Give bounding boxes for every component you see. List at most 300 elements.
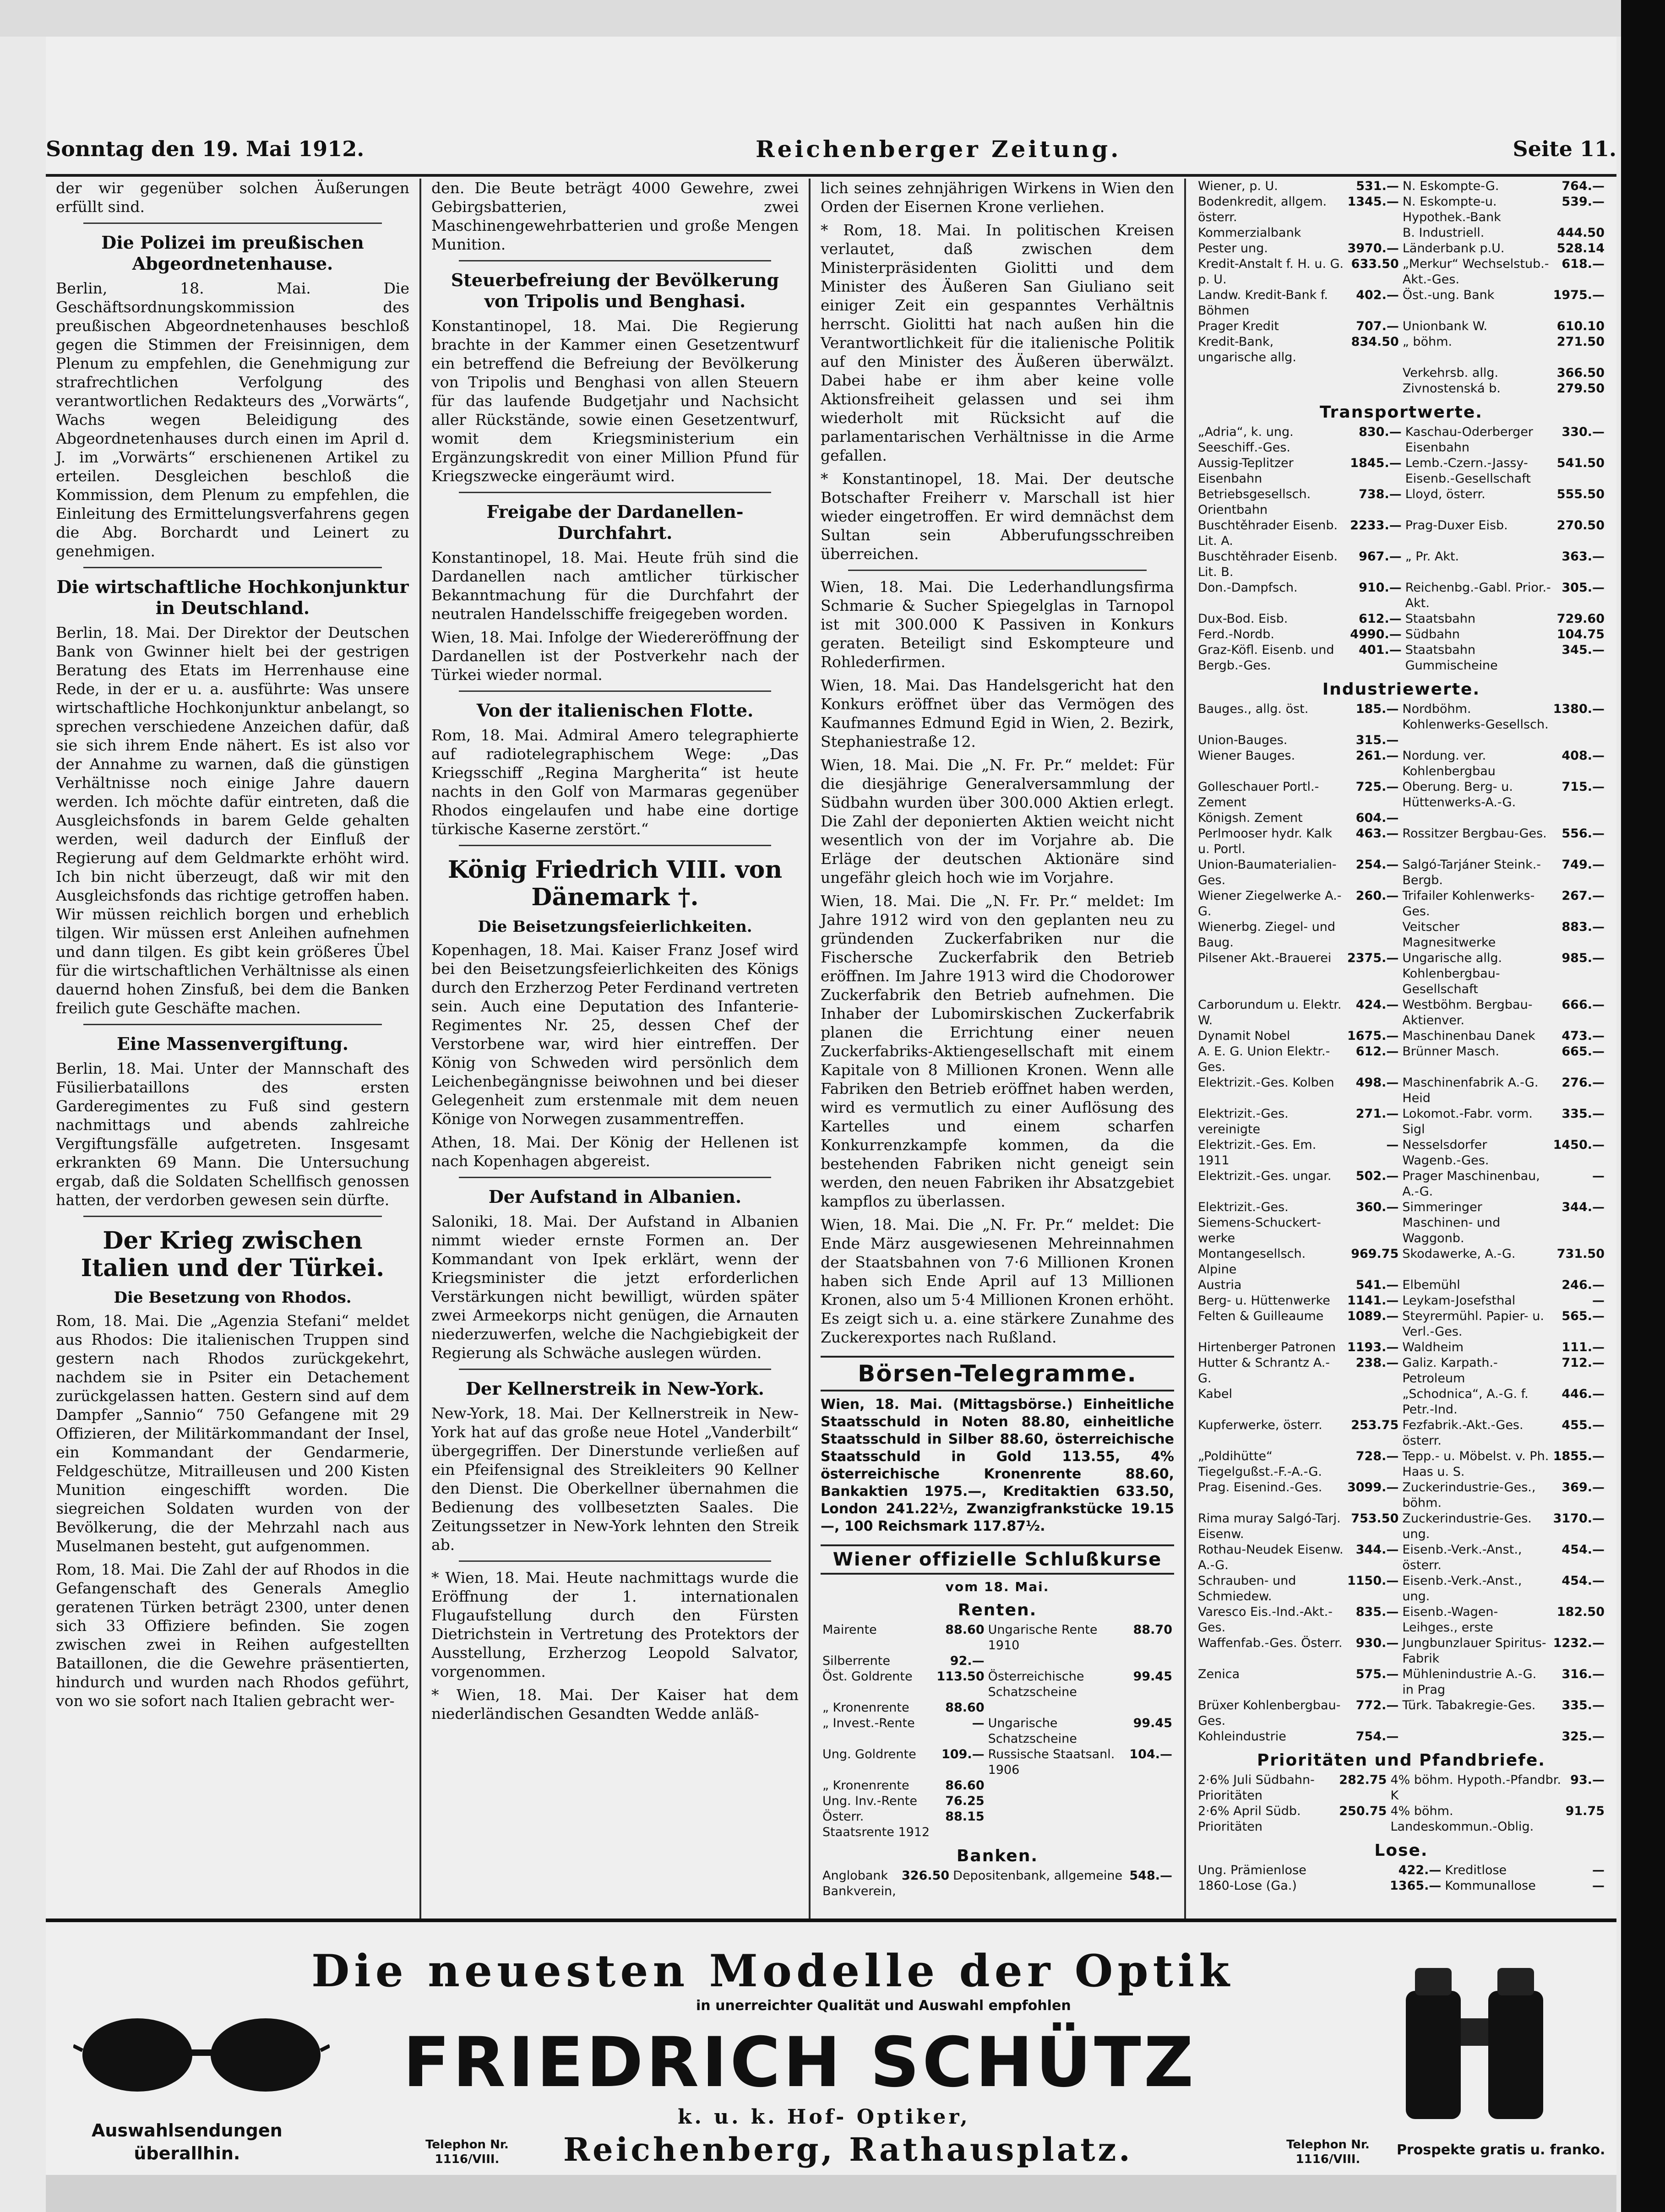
quote-value: 109.— [941, 1747, 985, 1761]
quote-value: 444.50 [1556, 226, 1605, 240]
quote-row [1196, 733, 1606, 748]
quote-value: 344.— [1562, 1200, 1605, 1214]
banks-heading: Banken. [956, 1847, 1039, 1865]
quote-row [1196, 1200, 1606, 1246]
divider [459, 1560, 771, 1562]
quote-name: Elektrizit.-Ges. vereinigte [1198, 1107, 1289, 1136]
lots-table [1196, 1863, 1606, 1894]
quote-row [1196, 701, 1606, 733]
quote-value: 271.50 [1556, 335, 1605, 349]
quote-name: Nordung. ver. Kohlenbergbau [1402, 749, 1496, 778]
column-3 [811, 179, 1186, 1919]
continuation-text: den. Die Beute beträgt 4000 Gewehre, zwei Gebirgsbatterien, zwei Maschinengewehrbatterien und große Mengen Munition. [431, 179, 799, 253]
quote-value: 335.— [1562, 1107, 1605, 1121]
quote-name: Lloyd, österr. [1405, 487, 1485, 501]
quote-value: 4990.— [1350, 627, 1402, 641]
quote-name: Salgó-Tarjáner Steink.-Bergb. [1402, 858, 1541, 887]
quote-value: 260.— [1355, 889, 1399, 903]
quote-value: 254.— [1355, 858, 1399, 872]
ad-left-line-1: Auswahlsendungen [92, 2120, 283, 2141]
quote-value: 633.50 [1351, 257, 1399, 271]
quote-value: 1089.— [1347, 1309, 1399, 1323]
quote-name: Ung. Inv.-Rente [822, 1794, 917, 1808]
quote-value: 1855.— [1553, 1449, 1605, 1463]
quote-value: 93.— [1570, 1773, 1605, 1787]
quote-value: 246.— [1562, 1278, 1605, 1292]
quote-name [986, 1809, 1128, 1840]
quote-value: 88.15 [945, 1810, 985, 1824]
quote-name: Skodawerke, A.-G. [1402, 1247, 1516, 1261]
quote-row [1196, 225, 1606, 241]
quote-row [1196, 951, 1606, 997]
quote-value: 666.— [1562, 998, 1605, 1012]
stock-telegrams-title: Börsen-Telegramme. [821, 1356, 1174, 1391]
quote-value: 261.— [1355, 749, 1399, 763]
quote-value: 99.45 [1133, 1669, 1172, 1684]
quote-value: 271.— [1355, 1107, 1399, 1121]
scan-top-margin [0, 0, 1665, 37]
quote-value: 2233.— [1350, 518, 1402, 533]
quote-value: 2375.— [1347, 951, 1399, 965]
quote-name: „ Kronenrente [822, 1778, 909, 1793]
quote-name: Elektrizit.-Ges. ungar. [1198, 1169, 1332, 1183]
quote-name: Betriebsgesellsch. Orientbahn [1198, 487, 1311, 517]
quote-name [986, 1794, 1128, 1809]
quote-value: 1150.— [1347, 1574, 1399, 1588]
quote-row [821, 1653, 1174, 1669]
quote-row [1196, 919, 1606, 951]
quote-value: 834.50 [1351, 335, 1399, 349]
page-number: Seite 11. [1513, 136, 1616, 161]
quote-value: 729.60 [1556, 612, 1605, 626]
transport-heading: Transportwerte. [1320, 403, 1483, 422]
quote-name: Westböhm. Bergbau-Aktienver. [1402, 998, 1533, 1027]
quote-name: Königsh. Zement [1198, 811, 1303, 825]
quote-value: 1380.— [1553, 702, 1605, 716]
quote-name: Fezfabrik.-Akt.-Ges. österr. [1402, 1418, 1524, 1448]
quote-value: 363.— [1562, 549, 1605, 564]
quote-name: Ung. Goldrente [822, 1747, 916, 1761]
news-item: Wien, 18. Mai. Das Handelsgericht hat den Konkurs eröffnet über das Vermögen des Kaufmannes Edmund Egid in Wien, 2. Bezirk, Stephaniestraße 12. [821, 676, 1174, 750]
quote-value: 238.— [1355, 1356, 1399, 1370]
quote-value: 253.75 [1351, 1418, 1399, 1432]
quote-name: Südbahn [1405, 627, 1460, 641]
quote-row [1196, 1106, 1606, 1137]
quote-row [1196, 1698, 1606, 1729]
quote-name: Montangesellsch. Alpine [1198, 1247, 1306, 1277]
quote-name: Golleschauer Portl.-Zement [1198, 780, 1319, 810]
quote-name: Kommunallose [1445, 1879, 1536, 1893]
quote-value: 408.— [1562, 749, 1605, 763]
ad-telephone-left: Telephon Nr. 1116/VIII. [425, 2138, 509, 2166]
quote-row [1196, 179, 1606, 194]
quote-row [1196, 1169, 1606, 1200]
quote-row [1196, 1137, 1606, 1169]
quote-value: 104.75 [1556, 627, 1605, 641]
quote-name: Berg- u. Hüttenwerke [1198, 1294, 1330, 1308]
quote-row [1196, 1028, 1606, 1044]
quote-value [1345, 225, 1400, 241]
quote-name: Wiener, p. U. [1198, 179, 1278, 193]
article-text: Berlin, 18. Mai. Der Direktor der Deutschen Bank von Gwinner hielt bei der gestrigen Beratung des Etats im Herrenhause eine Rede, in der er u. a. ausführte: Was unsere wirtschaftliche Hochkonjunktur anbelangt, so sprechen verschiedene Anzeichen dafür, daß sie sich ihrem Ende nähert. Es ist also vor der Annahme zu warnen, daß die günstigen Verhältnisse noch einige Jahre dauern werden. Ich möchte dafür eintreten, daß die Ausgleichsfonds in barem Gelde gehalten werden, weil dadurch der Einfluß der Regierung auf dem Geldmarkte erhöht wird. Ich bin nicht überzeugt, daß wir mit den Ausgleichsfonds das richtige getroffen haben. Wir müssen reichlich borgen und erheblich tilgen. Wir müssen erst Anleihen aufnehmen und dann tilgen. Es gibt kein größeres Übel für die wirtschaftlichen Verhältnisse als einen dauernd hohen Zinsfuß, bei dem die Banken freilich gute Geschäfte machen. [56, 624, 409, 1017]
quote-name: Depositenbank, allgemeine [953, 1869, 1123, 1883]
quote-row [821, 1716, 1174, 1747]
article-text: * Wien, 18. Mai. Der Kaiser hat dem niederländischen Gesandten Wedde anläß- [431, 1686, 799, 1723]
quote-row [1196, 334, 1606, 365]
quote-value: 88.60 [945, 1701, 985, 1715]
closing-prices-date: vom 18. Mai. [945, 1579, 1050, 1594]
quote-name: 2·6% April Südb. Prioritäten [1198, 1804, 1301, 1834]
quote-value: 565.— [1562, 1309, 1605, 1323]
quote-name: Österreichische Schatzscheine [988, 1669, 1084, 1699]
quote-value: 99.45 [1133, 1716, 1172, 1730]
quote-name: „ Invest.-Rente [822, 1716, 915, 1730]
quote-name: Elektrizit.-Ges. Kolben [1198, 1076, 1334, 1090]
quote-row [1196, 549, 1606, 580]
quote-name: Pester ung. [1198, 241, 1268, 255]
quote-name: Bodenkredit, allgem. österr. [1198, 195, 1327, 224]
quote-value: 498.— [1355, 1076, 1399, 1090]
article-text: Wien, 18. Mai. Infolge der Wiedereröffnung der Dardanellen ist der Postverkehr nach der Türkei wieder normal. [431, 628, 799, 684]
quote-value: 1365.— [1390, 1879, 1442, 1893]
quote-row [1196, 1044, 1606, 1075]
quote-value [1551, 810, 1606, 826]
quote-name: Galiz. Karpath.-Petroleum [1402, 1356, 1498, 1386]
quote-row [1196, 1449, 1606, 1480]
quote-value: 1450.— [1553, 1138, 1605, 1152]
quote-value: 335.— [1562, 1698, 1605, 1712]
scan-right-edge [1621, 0, 1665, 2212]
column-2 [421, 179, 811, 1919]
ad-telephone-right: Telephon Nr. 1116/VIII. [1286, 2138, 1370, 2166]
quote-name: Hutter & Schrantz A.-G. [1198, 1356, 1330, 1386]
quote-name: Carborundum u. Elektr. W. [1198, 998, 1342, 1027]
quote-name: Trifailer Kohlenwerks-Ges. [1402, 889, 1535, 918]
quote-name: Rossitzer Bergbau-Ges. [1402, 826, 1547, 841]
quote-value: 86.60 [945, 1778, 985, 1793]
news-item: * Rom, 18. Mai. In politischen Kreisen verlautet, daß zwischen dem Ministerpräsidenten Giolitti und dem Minister des Äußeren San Giuliano seit einiger Zeit ein gespanntes Verhältnis herrscht. Giolitti hat nach außen hin die Verantwortlichkeit für die italienische Politik auf den Minister des Äußeren überwälzt. Dabei habe er ihm aber keine volle Aktionsfreiheit gelassen und sei ihm wiederholt mit Rücksicht auf die parlamentarischen Verhältnisse in die Arme gefallen. [821, 221, 1174, 464]
quote-name: Felten & Guilleaume [1198, 1309, 1324, 1323]
news-item: * Konstantinopel, 18. Mai. Der deutsche Botschafter Freiherr v. Marschall ist hier wieder eingetroffen. Er wird demnächst dem Sultan sein Abberufungsschreiben überreichen. [821, 470, 1174, 563]
quote-name: „Adria“, k. ung. Seeschiff.-Ges. [1198, 425, 1294, 455]
quote-row [1196, 1542, 1606, 1573]
quote-row [1196, 1277, 1606, 1293]
quote-row [1196, 1511, 1606, 1542]
quote-name: Dux-Bod. Eisb. [1198, 612, 1288, 626]
quote-row [1196, 1636, 1606, 1667]
quote-value: 528.14 [1556, 241, 1605, 255]
quote-name: Eisenb.-Verk.-Anst., ung. [1402, 1574, 1522, 1603]
divider [459, 492, 771, 493]
quote-row [821, 1809, 1174, 1840]
quote-row [1196, 518, 1606, 549]
article-text: Konstantinopel, 18. Mai. Die Regierung brachte in der Kammer einen Gesetzentwurf ein betreffend die Befreiung der Bevölkerung von Tripolis und Benghasi von allen Steuern für das laufende Budgetjahr und Nachsicht aller Rückstände, sowie einen Gesetzentwurf, womit dem Kriegsministerium ein Ergänzungskredit von einer Million Pfund für Kriegszwecke eingeräumt wird. [431, 317, 799, 485]
quote-value: 541.— [1355, 1278, 1399, 1292]
quote-name: Kabel [1198, 1387, 1233, 1401]
quote-name: Unionbank W. [1402, 319, 1488, 333]
quote-value: 454.— [1562, 1543, 1605, 1557]
quote-value: 366.50 [1556, 366, 1605, 380]
quote-value: 3099.— [1347, 1480, 1399, 1495]
quote-value: 305.— [1562, 581, 1605, 595]
quote-name: Elektrizit.-Ges. Siemens-Schuckert-werke [1198, 1200, 1321, 1245]
quote-value: 104.— [1129, 1747, 1172, 1761]
binoculars-icon [1392, 1963, 1557, 2137]
running-head [46, 124, 1616, 177]
quote-value: 707.— [1356, 319, 1399, 333]
ad-title-line: k. u. k. Hof- Optiker, [678, 2105, 970, 2129]
quote-value: 326.50 [901, 1869, 950, 1883]
quote-name: Tepp.- u. Möbelst. v. Ph. Haas u. S. [1402, 1449, 1549, 1479]
quote-name: Lemb.-Czern.-Jassy-Eisenb.-Gesellschaft [1405, 456, 1531, 486]
quote-name: Öst. Goldrente [822, 1669, 913, 1684]
quote-row [1196, 611, 1606, 627]
quote-name: Zuckerindustrie-Ges. ung. [1402, 1511, 1532, 1541]
divider [459, 1369, 771, 1370]
quote-value: 830.— [1359, 425, 1402, 439]
quote-value: 185.— [1355, 702, 1399, 716]
quote-name [1196, 381, 1345, 397]
article-text: Rom, 18. Mai. Die „Agenzia Stefani“ meldet aus Rhodos: Die italienischen Truppen sind gestern nach Rhodos zurückgekehrt, nachdem sie in Psiter ein Detachement zurückgelassen hatten. Gestern sind auf dem Dampfer „Sannio“ 750 Gefangene mit 29 Offizieren, der Militärkommandant der Insel, ein Kommandant der Gendarmerie, Feldgeschütze, Mitrailleusen und 200 Kisten Munition eingeschifft worden. Die siegreichen Soldaten wurden von der Bevölkerung, die der Mehrzahl nach aus Muselmanen besteht, gut aufgenommen. [56, 1312, 409, 1555]
quote-name: Reichenbg.-Gabl. Prior.-Akt. [1405, 581, 1551, 610]
quote-name [951, 1884, 1127, 1899]
quote-value: 541.50 [1556, 456, 1605, 470]
quote-name: Maschinenbau Danek [1402, 1029, 1535, 1043]
quote-value: 88.70 [1133, 1623, 1172, 1637]
quote-row [1196, 1480, 1606, 1511]
quote-value: 555.50 [1556, 487, 1605, 501]
quote-row [1196, 1729, 1606, 1745]
article-title: Der Aufstand in Albanien. [488, 1186, 742, 1207]
divider [83, 567, 382, 568]
quote-value: 250.75 [1339, 1804, 1387, 1818]
quote-name: Zuckerindustrie-Ges., böhm. [1402, 1480, 1536, 1510]
quote-name: Hirtenberger Patronen [1198, 1340, 1336, 1354]
quote-name: Kreditlose [1445, 1863, 1507, 1877]
quote-name: 1860-Lose (Ga.) [1198, 1879, 1297, 1893]
quote-name: Kredit-Anstalt f. H. u. G. p. U. [1198, 257, 1344, 287]
news-item: Wien, 18. Mai. Die „N. Fr. Pr.“ meldet: Im Jahre 1912 wird von den geplanten neu zu gründenden Zuckerfabriken nur die Fischersche Zuckerfabrik den Betrieb eröffnen. Im Jahre 1913 wird die Chodorower Zuckerfabrik den Betrieb aufnehmen. Die Inhaber der Lubomirskischen Zuckerfabrik planen die Errichtung einer neuen Zuckerfabriks-Aktiengesellschaft mit einem Kapitale von 8 Millionen Kronen. Wenn alle Fabriken den Betrieb eröffnet haben werden, wird es vermutlich zu einer Auflösung des Kartelles und einem scharfen Konkurrenzkampfe kommen, da die bestehenden Fabriken nicht geneigt sein werden, den neuen Fabriken ihr Absatzgebiet kampflos zu überlassen. [821, 892, 1174, 1210]
quote-name: B. Industriell. [1402, 226, 1485, 240]
quote-value: 883.— [1562, 920, 1605, 934]
quote-name: Steyrermühl. Papier- u. Verl.-Ges. [1402, 1309, 1544, 1339]
article-text: New-York, 18. Mai. Der Kellnerstreik in New-York hat auf das große neue Hotel „Vanderbilt“ übergegriffen. Der Dinerstunde verließen auf ein Pfeifensignal des Streikleiters 90 Kellner den Dienst. Die Oberkellner übernahmen die Bedienung des vollbesetzten Saales. Die Zeitungssetzer in New-York lehnten den Streik ab. [431, 1404, 799, 1554]
quote-name: Union-Bauges. [1198, 733, 1288, 747]
quote-name: Wienerbg. Ziegel- und Baug. [1198, 920, 1336, 950]
quote-value: 618.— [1562, 257, 1605, 271]
article-text: * Wien, 18. Mai. Heute nachmittags wurde die Eröffnung der 1. internationalen Flugaufstellung durch den Fürsten Dietrichstein in Vertretung des Protektors der Ausstellung, Erzherzog Leopold Salvator, vorgenommen. [431, 1569, 799, 1680]
news-item: Wien, 18. Mai. Die „N. Fr. Pr.“ meldet: Für die diesjährige Generalversammlung der Südbahn wurden über 300.000 Aktien erlegt. Die Zahl der deponierten Aktien weicht nicht wesentlich von der im Vorjahre ab. Die Erläge der deutschen Aktionäre sind ungefähr gleich hoch wie im Vorjahre. [821, 756, 1174, 886]
quote-row [1196, 424, 1606, 456]
quote-value: 665.— [1562, 1044, 1605, 1059]
quote-name: Bauges., allg. öst. [1198, 702, 1309, 716]
quote-name: Anglobank [822, 1869, 888, 1883]
quote-value [1127, 1794, 1174, 1809]
quote-name: Prag-Duxer Eisb. [1405, 518, 1508, 533]
quote-row [1196, 194, 1606, 225]
quote-value: 604.— [1355, 811, 1399, 825]
quote-name: Waffenfab.-Ges. Österr. [1198, 1636, 1343, 1650]
quote-row [1196, 456, 1606, 487]
quote-name: Verkehrsb. allg. [1402, 366, 1499, 380]
quote-value: 330.— [1562, 425, 1605, 439]
article-title: König Friedrich VIII. von Dänemark †. [447, 856, 783, 911]
quote-value: 446.— [1562, 1387, 1605, 1401]
quote-name: Kaschau-Oderberger Eisenbahn [1405, 425, 1533, 455]
news-item: Wien, 18. Mai. Die „N. Fr. Pr.“ meldet: Die Ende März ausgewiesenen Mehreinnahmen der Staatsbahnen von 7·6 Millionen Kronen haben sich Ende April auf 13 Millionen Kronen, also um 5·4 Millionen Kronen erhöht. Es zeigt sich u. a. eine stärkere Zunahme des Zuckerexportes nach Rußland. [821, 1216, 1174, 1346]
quote-name: Öst.-ung. Bank [1402, 288, 1495, 302]
quote-value: 715.— [1562, 780, 1605, 794]
article-text: Konstantinopel, 18. Mai. Heute früh sind die Dardanellen nach amtlicher türkischer Bekanntmachung für die Durchfahrt der neutralen Handelsschiffe freigegeben worden. [431, 549, 799, 623]
column-4-quotations [1186, 179, 1616, 1919]
quote-value: 360.— [1355, 1200, 1399, 1214]
quote-value: 325.— [1562, 1729, 1605, 1744]
quote-value [1345, 1386, 1400, 1418]
quote-value: 772.— [1355, 1698, 1399, 1712]
quote-value: — [972, 1716, 985, 1730]
quote-value: — [1592, 1879, 1605, 1893]
quote-row [821, 1669, 1174, 1700]
scan-bottom-margin [46, 2175, 1616, 2212]
eyeglasses-icon [73, 2009, 330, 2101]
quote-value: 402.— [1356, 288, 1399, 302]
quote-value: 88.60 [945, 1623, 985, 1637]
quote-value: 749.— [1562, 858, 1605, 872]
quote-value: 967.— [1359, 549, 1402, 564]
quote-name: Lokomot.-Fabr. vorm. Sigl [1402, 1107, 1533, 1136]
lots-heading: Lose. [1374, 1841, 1428, 1860]
quote-value [1345, 381, 1400, 397]
quote-value: 473.— [1562, 1029, 1605, 1043]
quote-value [1127, 1809, 1174, 1840]
article-text: Athen, 18. Mai. Der König der Hellenen ist nach Kopenhagen abgereist. [431, 1133, 799, 1170]
ad-right-note: Prospekte gratis u. franko. [1397, 2142, 1605, 2158]
quote-row [821, 1700, 1174, 1716]
quote-name: Kredit-Bank, ungarische allg. [1198, 335, 1296, 364]
quote-value: 282.75 [1339, 1773, 1387, 1787]
priorities-table [1196, 1772, 1606, 1835]
quote-name: Waldheim [1402, 1340, 1464, 1354]
column-1 [46, 179, 421, 1919]
quote-value: 754.— [1355, 1729, 1399, 1744]
quote-value: 111.— [1562, 1340, 1605, 1354]
ad-address: Reichenberg, Rathausplatz. [563, 2130, 1133, 2169]
quote-name: Maschinenfabrik A.-G. Heid [1402, 1076, 1539, 1105]
quote-value: 279.50 [1556, 381, 1605, 396]
columns [46, 179, 1616, 1919]
quote-name: Brüxer Kohlenbergbau-Ges. [1198, 1698, 1341, 1728]
quote-value: 455.— [1562, 1418, 1605, 1432]
quote-value: 424.— [1355, 998, 1399, 1012]
quote-name: Elektrizit.-Ges. Em. 1911 [1198, 1138, 1317, 1168]
article-title: Von der italienischen Flotte. [476, 700, 754, 721]
quote-row [1196, 779, 1606, 810]
quote-name: Ferd.-Nordb. [1198, 627, 1274, 641]
divider [848, 570, 1147, 571]
divider [459, 690, 771, 692]
quote-value [1345, 919, 1400, 951]
bonds-table [821, 1622, 1174, 1840]
continuation-text: lich seines zehnjährigen Wirkens in Wien den Orden der Eisernen Krone verliehen. [821, 179, 1174, 216]
quote-name: Türk. Tabakregie-Ges. [1402, 1698, 1536, 1712]
quote-row [1196, 1667, 1606, 1698]
quote-name: 4% böhm. Landeskommun.-Oblig. [1390, 1804, 1534, 1834]
quote-row [1196, 642, 1606, 674]
quote-row [821, 1778, 1174, 1794]
quote-row [821, 1884, 1174, 1899]
article-title: Der Krieg zwischen Italien und der Türkei. [81, 1227, 385, 1282]
quote-row [1196, 1355, 1606, 1386]
article-title: Eine Massenvergiftung. [117, 1033, 348, 1054]
quote-row [1196, 365, 1606, 381]
quote-name [986, 1778, 1128, 1794]
quote-value: 712.— [1562, 1356, 1605, 1370]
quote-name [986, 1653, 1128, 1669]
quote-value: — [1592, 1863, 1605, 1877]
quote-value: 76.25 [945, 1794, 985, 1808]
quote-name: Österr. Staatsrente 1912 [822, 1810, 930, 1839]
quote-name: Prager Kredit [1198, 319, 1279, 333]
quote-name [1400, 810, 1551, 826]
quote-row [1196, 487, 1606, 518]
quote-name: Ungarische allg. Kohlenbergbau-Gesellschaft [1402, 951, 1502, 996]
quote-value: 92.— [950, 1654, 985, 1668]
quote-name: „Poldihütte“ Tiegelgußst.-F.-A.-G. [1198, 1449, 1322, 1479]
quote-name: Bankverein, [822, 1884, 896, 1898]
quote-name: 4% böhm. Hypoth.-Pfandbr. K [1390, 1773, 1562, 1803]
quote-value [1127, 1653, 1174, 1669]
quote-value [1127, 1884, 1174, 1899]
divider [83, 223, 382, 224]
quote-value: 725.— [1355, 780, 1399, 794]
quote-name: Nesselsdorfer Wagenb.-Ges. [1402, 1138, 1489, 1168]
quote-row [1196, 627, 1606, 642]
quote-name: „Merkur“ Wechselstub.-Akt.-Ges. [1402, 257, 1549, 287]
quote-name [986, 1700, 1128, 1716]
quote-value: 1193.— [1347, 1340, 1399, 1354]
optician-advertisement [46, 1919, 1616, 2179]
quote-row [1196, 1386, 1606, 1418]
quote-value: 548.— [1129, 1869, 1172, 1883]
quote-value: 91.75 [1565, 1804, 1605, 1818]
quote-value: 612.— [1355, 1044, 1399, 1059]
quote-name: Buschtěhrader Eisenb. Lit. A. [1198, 518, 1338, 548]
quote-row [1196, 997, 1606, 1028]
quote-value: 612.— [1359, 612, 1402, 626]
article-title: Der Kellnerstreik in New-York. [466, 1378, 764, 1399]
closing-prices-title: Wiener offizielle Schlußkurse [821, 1544, 1174, 1575]
quote-name: Prager Maschinenbau, A.-G. [1402, 1169, 1540, 1199]
quote-row [1196, 1863, 1606, 1878]
quote-value [1551, 733, 1606, 748]
quote-row [821, 1868, 1174, 1884]
quote-value: 1141.— [1347, 1294, 1399, 1308]
quote-value: 753.50 [1351, 1511, 1399, 1526]
quote-value: 539.— [1562, 195, 1605, 209]
quote-name: Mairente [822, 1623, 877, 1637]
quote-name: „Schodnica“, A.-G. f. Petr.-Ind. [1402, 1387, 1529, 1417]
divider [83, 1216, 382, 1217]
quote-value: 728.— [1355, 1449, 1399, 1463]
quote-value: 270.50 [1556, 518, 1605, 533]
quote-name: Rima muray Salgó-Tarj. Eisenw. [1198, 1511, 1341, 1541]
quote-value: 531.— [1356, 179, 1399, 193]
quote-name: Zivnostenská b. [1402, 381, 1501, 396]
quote-row [1196, 1604, 1606, 1636]
quote-name: Eisenb.-Verk.-Anst., österr. [1402, 1543, 1522, 1572]
quote-value: 454.— [1562, 1574, 1605, 1588]
quote-name: „ Pr. Akt. [1405, 549, 1459, 564]
